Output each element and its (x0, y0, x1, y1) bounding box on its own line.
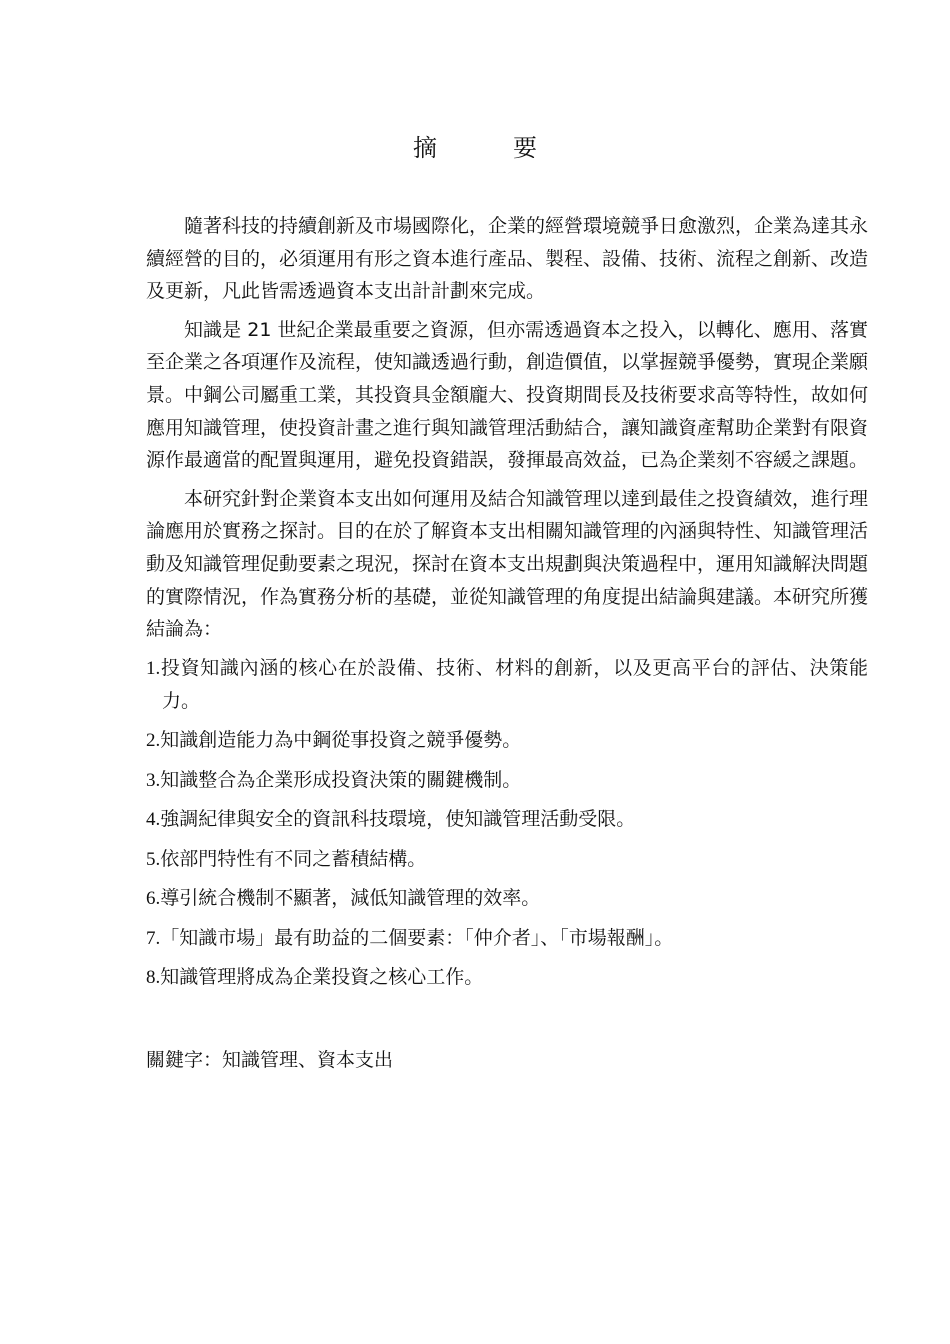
conclusion-item-3 (146, 764, 868, 798)
conclusion-item-2 (146, 724, 868, 758)
conclusion-item-5 (146, 843, 868, 877)
abstract-paragraph-3: 本研究針對企業資本支出如何運用及結合知識管理以達到最佳之投資績效，進行理論應用於實務之探討。目的在於了解資本支出相關知識管理的內涵與特性、知識管理活動及知識管理促動要素之現況，探討在資本支出規劃與決策過程中，運用知識解決問題的實際情況，作為實務分析的基礎，並從知識管理的角度提出結論與建議。本研究所獲結論為： (146, 487, 869, 641)
conclusion-text: 強調紀律與安全的資訊科技環境，使知識管理活動受限。 (160, 808, 636, 831)
conclusion-number: 7. (146, 927, 161, 949)
conclusion-number: 5. (146, 848, 161, 870)
conclusion-number: 1. (146, 657, 161, 679)
abstract-title: 摘 要 (413, 134, 563, 162)
conclusion-item-7 (146, 922, 868, 956)
abstract-body (146, 210, 868, 1001)
conclusion-item-6 (146, 882, 868, 916)
conclusion-number: 6. (146, 888, 161, 910)
conclusion-number: 3. (146, 769, 161, 791)
conclusion-text: 投資知識內涵的核心在於設備、技術、材料的創新，以及更高平台的評估、決策能力。 (160, 656, 868, 713)
conclusion-item-8 (146, 961, 868, 995)
conclusion-text: 知識創造能力為中鋼從事投資之競爭優勢。 (160, 728, 522, 751)
conclusion-text: 知識管理將成為企業投資之核心工作。 (160, 966, 484, 989)
conclusion-item-4 (146, 803, 868, 837)
abstract-paragraph-1: 隨著科技的持續創新及市場國際化，企業的經營環境競爭日愈激烈，企業為達其永續經營的目的，必須運用有形之資本進行產品、製程、設備、技術、流程之創新、改造及更新，凡此皆需透過資本支出計計劃來完成。 (146, 215, 869, 303)
conclusion-text: 導引統合機制不顯著，減低知識管理的效率。 (160, 887, 541, 910)
conclusion-number: 4. (146, 809, 161, 831)
conclusion-number: 2. (146, 729, 161, 751)
conclusions-list (146, 652, 868, 995)
keywords-line: 關鍵字：知識管理、資本支出 (146, 1049, 394, 1071)
conclusion-number: 8. (146, 967, 161, 989)
conclusion-text: 依部門特性有不同之蓄積結構。 (160, 847, 427, 870)
conclusion-text: 知識整合為企業形成投資決策的關鍵機制。 (160, 768, 522, 791)
conclusion-text: 「知識市場」最有助益的二個要素：「仲介者」、「市場報酬」。 (160, 926, 674, 949)
abstract-paragraph-2: 知識是 21 世紀企業最重要之資源，但亦需透過資本之投入，以轉化、應用、落實至企業之各項運作及流程，使知識透過行動，創造價值，以掌握競爭優勢，實現企業願景。中鋼公司屬重工業，其投資具金額龐大、投資期間長及技術要求高等特性，故如何應用知識管理，使投資計畫之進行與知識管理活動結合，讓知識資產幫助企業對有限資源作最適當的配置與運用，避免投資錯誤，發揮最高效益，已為企業刻不容緩之課題。 (146, 318, 869, 472)
conclusion-item-1 (146, 652, 868, 718)
